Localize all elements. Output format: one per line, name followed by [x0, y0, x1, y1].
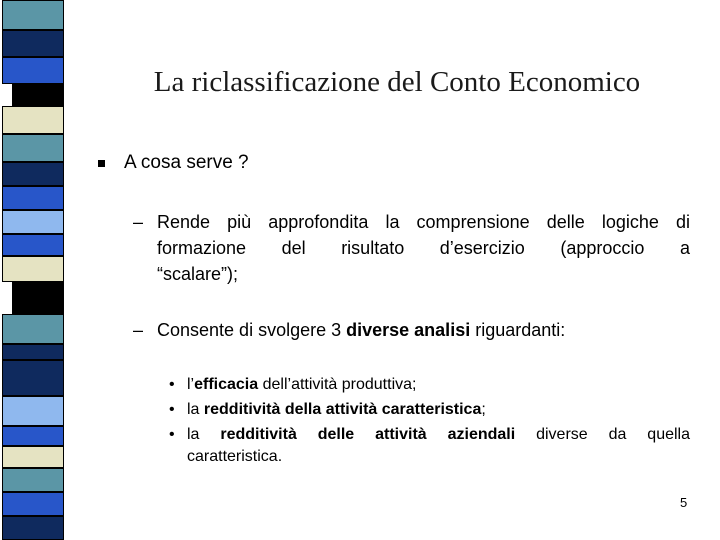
point-1-line-1: Rende più approfondita la comprensione delle logiche di	[157, 212, 690, 232]
stripe-block	[2, 468, 64, 492]
point-2-text: Consente di svolgere 3 diverse analisi riguardanti:	[157, 320, 566, 340]
stripe-block	[2, 0, 64, 30]
point-1-line-3: “scalare”);	[157, 264, 239, 284]
dash-bullet-2: –	[133, 320, 144, 340]
stripe-block	[12, 282, 64, 314]
stripe-block	[2, 210, 64, 234]
stripe-block	[2, 186, 64, 210]
page-number: 5	[680, 495, 688, 510]
stripe-block	[2, 360, 64, 396]
stripe-block	[12, 84, 64, 106]
stripe-block	[2, 396, 64, 426]
dot-bullet-3: •	[169, 426, 175, 443]
stripe-block	[2, 234, 64, 256]
sub-point-3-line-2: caratteristica.	[187, 448, 283, 465]
decorative-stripe	[0, 0, 66, 540]
stripe-block	[2, 134, 64, 162]
stripe-block	[2, 106, 64, 134]
stripe-block	[2, 516, 64, 540]
main-bullet-text: A cosa serve ?	[124, 152, 249, 173]
square-bullet-icon	[98, 160, 105, 167]
stripe-block	[2, 30, 64, 57]
dot-bullet-1: •	[169, 376, 175, 393]
stripe-block	[2, 314, 64, 344]
dot-bullet-2: •	[169, 401, 175, 418]
point-1-line-2: formazione del risultato d’esercizio (approccio a	[157, 238, 690, 258]
stripe-block	[2, 57, 64, 84]
sub-point-2: la redditività della attività caratteristica;	[187, 401, 486, 418]
stripe-block	[2, 162, 64, 186]
sub-point-3-line-1: la redditività delle attività aziendali diverse da quella	[187, 426, 691, 443]
sub-point-1: l’efficacia dell’attività produttiva;	[187, 376, 417, 393]
stripe-block	[2, 492, 64, 516]
stripe-block	[2, 344, 64, 360]
stripe-block	[2, 426, 64, 446]
slide-title: La riclassificazione del Conto Economico	[153, 66, 641, 98]
dash-bullet-1: –	[133, 212, 144, 232]
stripe-block	[2, 446, 64, 468]
stripe-block	[2, 256, 64, 282]
